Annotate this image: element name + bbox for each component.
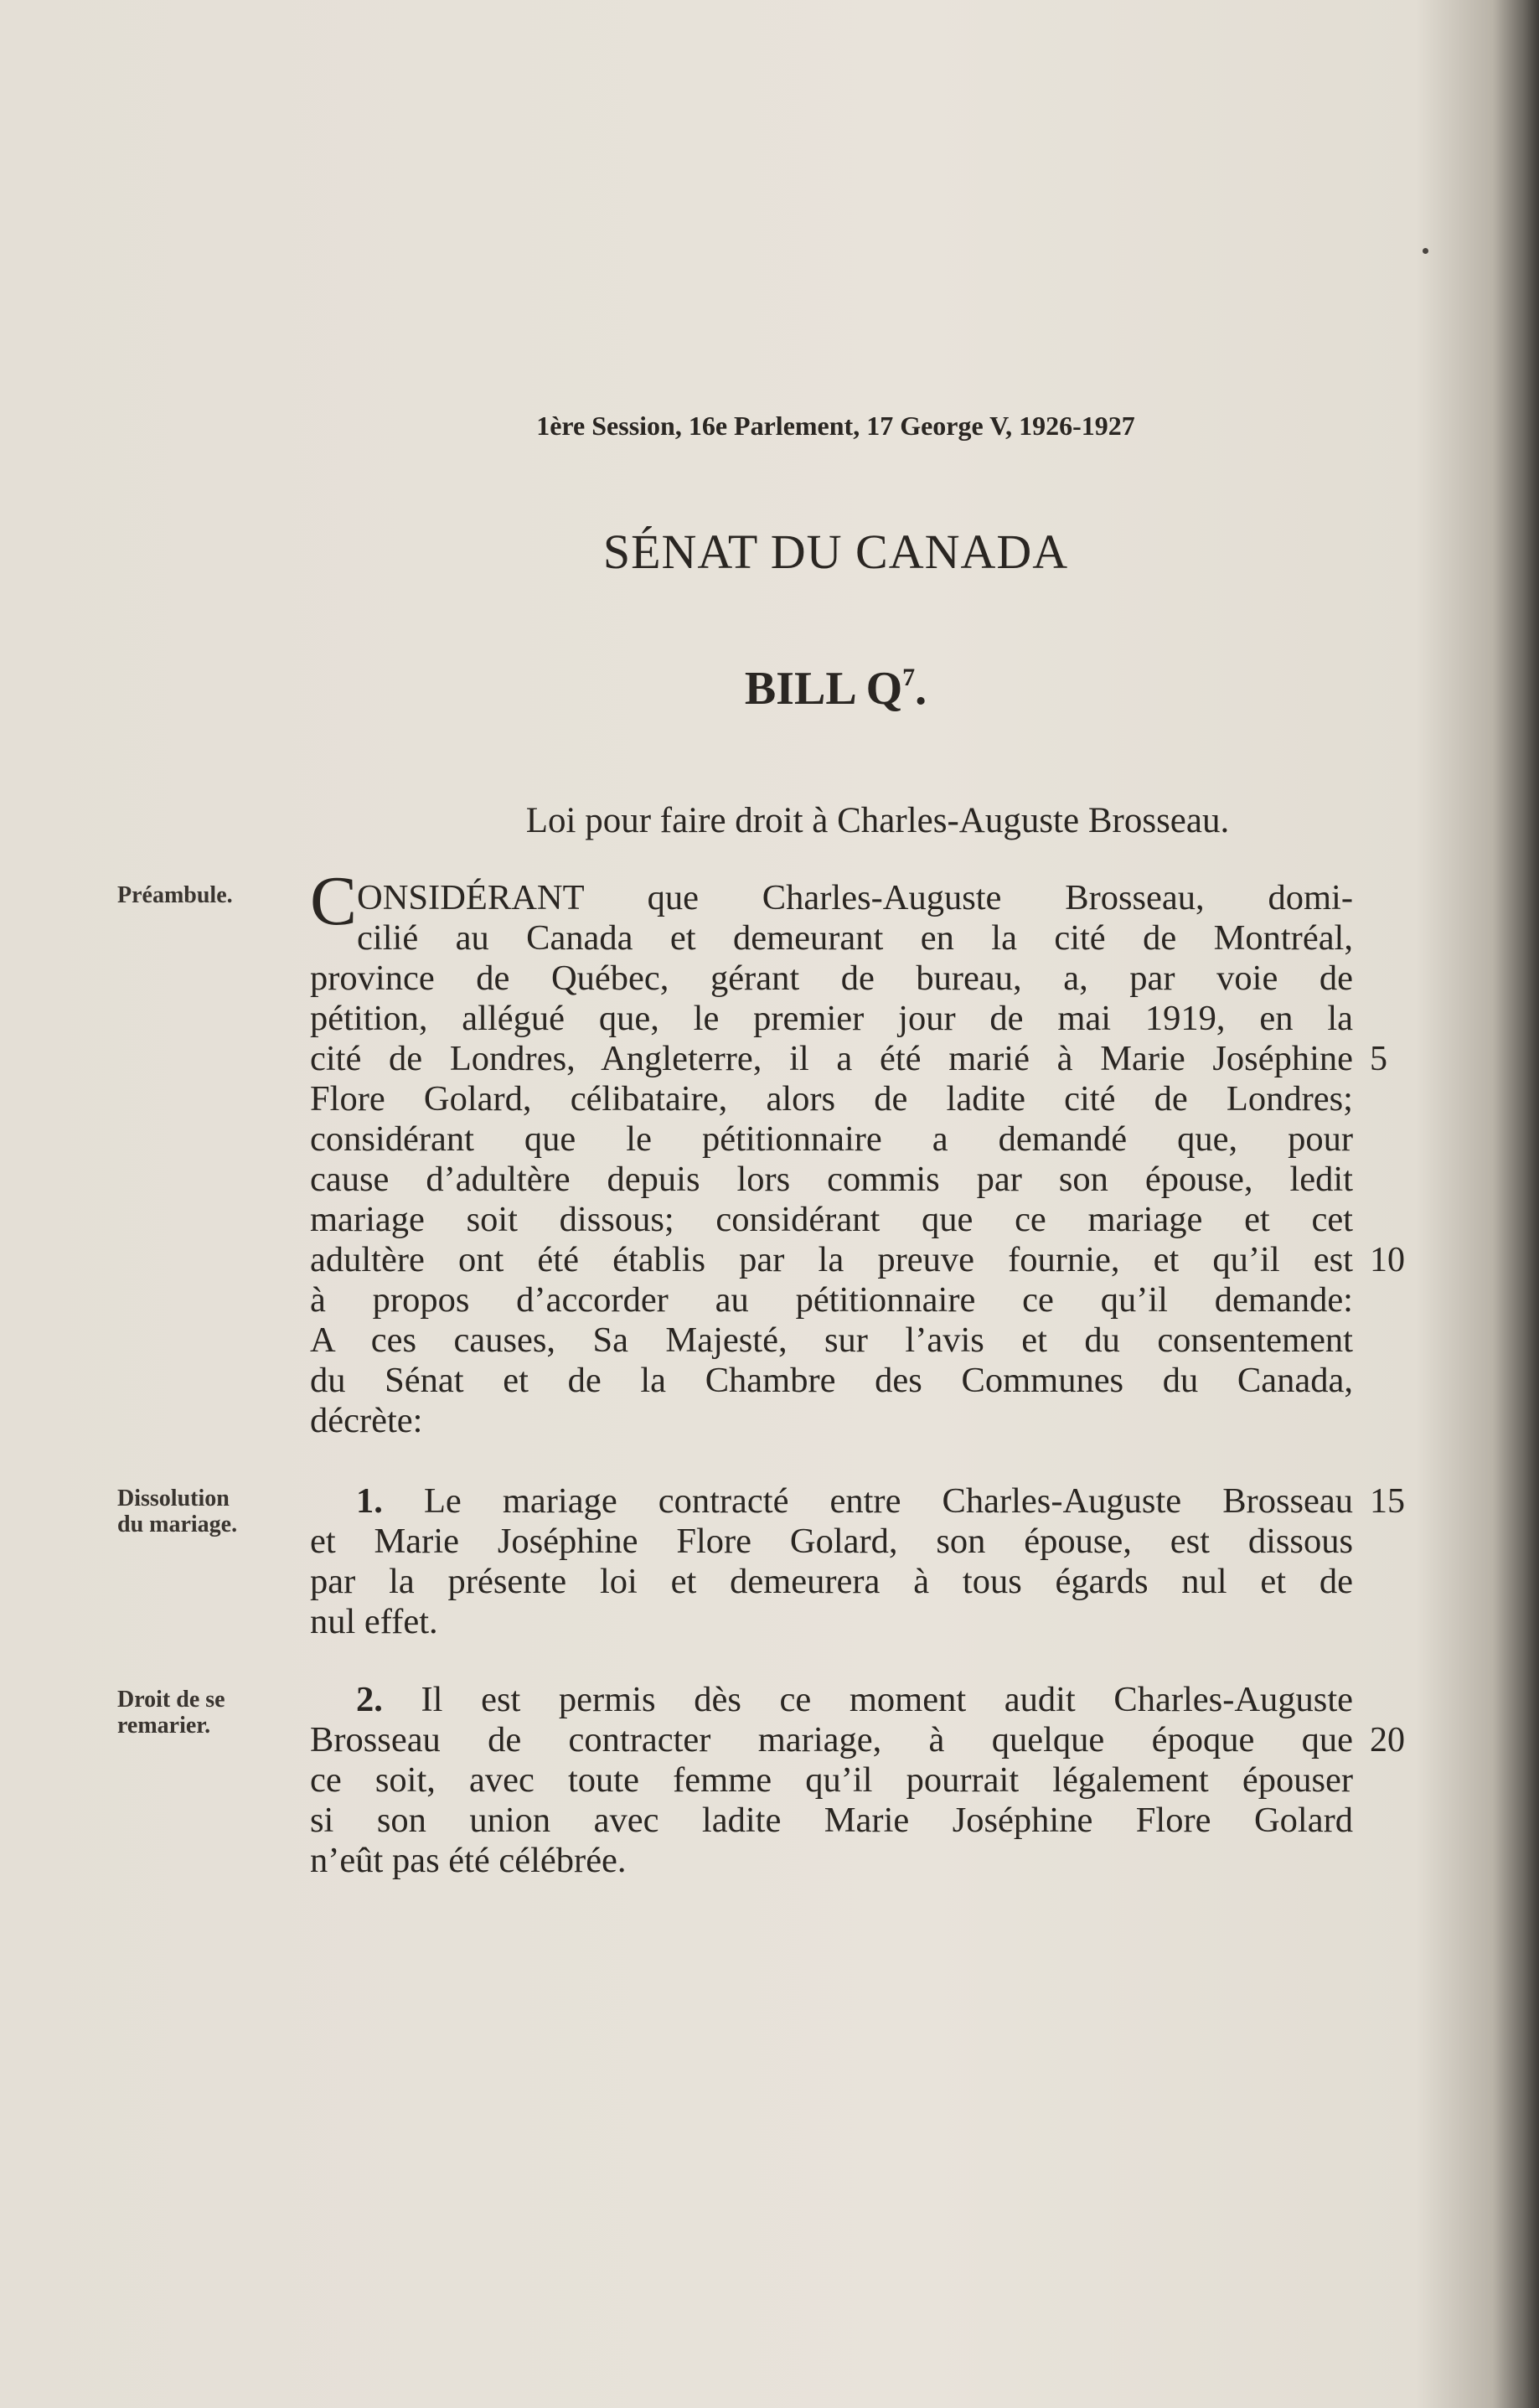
- section-number: 1.: [356, 1481, 383, 1521]
- margin-note-remarry: [117, 1687, 285, 1739]
- bill-label: BILL Q: [744, 663, 903, 715]
- line-number: 15: [1370, 1482, 1405, 1521]
- preamble-line: A ces causes, Sa Majesté, sur l’avis et du consentement: [310, 1320, 1353, 1360]
- line-number: 5: [1370, 1040, 1387, 1078]
- section-line: n’eût pas été célébrée.: [310, 1841, 627, 1880]
- preamble-line: considérant que le pétitionnaire a demandé que, pour: [310, 1119, 1353, 1159]
- section-line: et Marie Joséphine Flore Golard, son épouse, est dissous: [310, 1522, 1353, 1561]
- section-1: [310, 1481, 1353, 1642]
- section-line: nul effet.: [310, 1602, 438, 1641]
- preamble-line: province de Québec, gérant de bureau, a, par voie de: [310, 959, 1353, 998]
- margin-note-dissolution-line: du mariage.: [117, 1511, 238, 1537]
- margin-note-remarry-line: Droit de se: [117, 1687, 225, 1713]
- section-text: Il est permis dès ce moment audit Charles-Auguste: [421, 1680, 1353, 1719]
- preamble-paragraph: [310, 862, 1353, 1441]
- preamble-line: décrète:: [310, 1401, 423, 1440]
- house-title: SÉNAT DU CANADA: [602, 524, 1069, 579]
- line-number: 20: [1370, 1721, 1405, 1759]
- preamble-line: mariage soit dissous; considérant que ce mariage et cet: [310, 1200, 1353, 1239]
- preamble-line: du Sénat et de la Chambre des Communes du Canada,: [310, 1361, 1353, 1400]
- page-speck: [1423, 248, 1428, 254]
- preamble-line: Flore Golard, célibataire, alors de ladite cité de Londres;: [310, 1079, 1353, 1119]
- margin-note-dissolution: [117, 1486, 285, 1537]
- section-line: ce soit, avec toute femme qu’il pourrait légalement épouser: [310, 1760, 1353, 1800]
- preamble-line: ONSIDÉRANT que Charles-Auguste Brosseau, domi-: [357, 878, 1353, 917]
- preamble-line: cité de Londres, Angleterre, il a été marié à Marie Joséphine: [310, 1039, 1353, 1078]
- margin-note-dissolution-line: Dissolution: [117, 1486, 230, 1511]
- preamble-line: cause d’adultère depuis lors commis par son épouse, ledit: [310, 1160, 1353, 1199]
- bill-number: [0, 662, 1539, 716]
- bill-dot: .: [915, 663, 927, 715]
- drop-cap: C: [310, 862, 358, 940]
- preamble-line: adultère ont été établis par la preuve fournie, et qu’il est: [310, 1240, 1353, 1279]
- margin-note-preamble: Préambule.: [117, 882, 233, 908]
- preamble-line: pétition, allégué que, le premier jour de mai 1919, en la: [310, 999, 1353, 1038]
- section-text: Le mariage contracté entre Charles-Auguste Brosseau: [423, 1481, 1354, 1521]
- section-2: [310, 1680, 1353, 1881]
- session-header: 1ère Session, 16e Parlement, 17 George V, 1926-1927: [536, 411, 1135, 441]
- section-line: [310, 1680, 1353, 1720]
- section-line: par la présente loi et demeurera à tous égards nul et de: [310, 1562, 1353, 1601]
- section-line: [310, 1481, 1353, 1522]
- section-line: Brosseau de contracter mariage, à quelque époque que: [310, 1720, 1353, 1759]
- margin-note-remarry-line: remarier.: [117, 1713, 211, 1739]
- bill-superscript: 7: [902, 664, 916, 691]
- bill-title: Loi pour faire droit à Charles-Auguste Brosseau.: [525, 801, 1230, 840]
- line-number: 10: [1370, 1241, 1405, 1279]
- section-number: 2.: [356, 1680, 383, 1719]
- section-line: si son union avec ladite Marie Joséphine Flore Golard: [310, 1801, 1353, 1840]
- preamble-line: à propos d’accorder au pétitionnaire ce qu’il demande:: [310, 1280, 1353, 1320]
- preamble-line: cilié au Canada et demeurant en la cité de Montréal,: [357, 918, 1353, 958]
